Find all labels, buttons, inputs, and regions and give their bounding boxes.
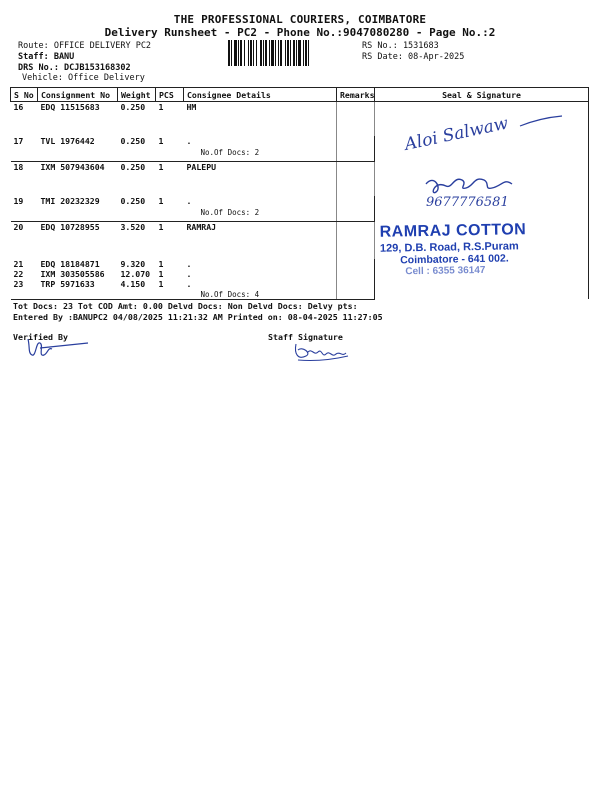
- staff-signature-label: Staff Signature: [268, 332, 343, 342]
- cell-sno: 22: [13, 268, 24, 279]
- col-consignee: Consignee Details: [184, 88, 337, 102]
- verified-by-label: Verified By: [13, 332, 68, 342]
- cell-pcs: 1: [156, 136, 184, 162]
- cell-pcs: 1: [158, 268, 164, 279]
- docs-count: No.Of Docs: 4: [200, 289, 260, 299]
- cell-consignment: TRP 5971633: [38, 279, 118, 300]
- cell-sno: 17: [11, 136, 38, 162]
- route-label: Route: OFFICE DELIVERY PC2: [18, 41, 152, 51]
- cell-sno: 18: [13, 162, 24, 172]
- signature-text: Aloi Salwaw: [402, 113, 510, 155]
- col-seal-signature: Seal & Signature: [375, 88, 589, 102]
- staff-signature: [290, 340, 356, 364]
- signature-stroke: [426, 179, 512, 193]
- cell-weight: 0.250: [120, 162, 146, 172]
- col-consignment: Consignment No: [38, 88, 118, 102]
- cell-weight: 0.250: [118, 196, 156, 222]
- company-stamp: [380, 220, 581, 281]
- cell-consignee: [184, 196, 337, 222]
- company-title: THE PROFESSIONAL COURIERS, COIMBATORE: [173, 13, 427, 26]
- runsheet-subtitle: Delivery Runsheet - PC2 - Phone No.:9047080280 - Page No.:2: [104, 26, 496, 39]
- cell-remarks: [337, 102, 375, 136]
- signature-stroke: [28, 339, 88, 355]
- verifier-signature: [20, 335, 92, 361]
- docs-count: No.Of Docs: 2: [200, 207, 260, 217]
- vehicle-label: Vehicle: Office Delivery: [22, 73, 145, 83]
- cell-sno: 20: [13, 222, 24, 232]
- cell-consignee: [184, 136, 337, 162]
- cell-remarks: [337, 222, 375, 259]
- cell-sno: 16: [13, 102, 24, 112]
- cell-consignee: [184, 279, 337, 300]
- cell-sno: 21: [13, 258, 24, 269]
- rs-date: RS Date: 08-Apr-2025: [362, 52, 465, 62]
- cell-weight: 4.150: [118, 279, 156, 300]
- consignee-text: .: [186, 135, 192, 146]
- table-header-row: [11, 88, 589, 102]
- cell-consignee: RAMRAJ: [184, 222, 337, 259]
- cell-consignee: PALEPU: [184, 162, 337, 196]
- cell-weight: 0.250: [118, 136, 156, 162]
- cell-weight: 12.070: [120, 268, 151, 279]
- cell-pcs: 1: [158, 222, 164, 232]
- cell-weight: 0.250: [120, 102, 146, 112]
- barcode-bar: [309, 40, 311, 66]
- cell-remarks: [337, 196, 375, 222]
- barcode: [228, 40, 352, 66]
- cell-consignment: TMI 20232329: [38, 196, 118, 222]
- cell-remarks: [337, 162, 375, 196]
- handwritten-signature-with-phone: [420, 168, 570, 214]
- phone-handwritten: 9677776581: [426, 195, 509, 210]
- staff-label: Staff: BANU: [18, 52, 75, 62]
- cell-consignment: IXM 507943604: [40, 162, 105, 172]
- cell-consignee: .: [184, 269, 337, 279]
- rs-number: RS No.: 1531683: [362, 41, 439, 51]
- consignee-text: .: [186, 278, 192, 289]
- cell-sno: 19: [11, 196, 38, 222]
- entered-by-line: Entered By :BANUPC2 04/08/2025 11:21:32 AM Printed on: 08-04-2025 11:27:05: [13, 312, 383, 322]
- cell-consignment: EDQ 10728955: [40, 222, 100, 232]
- cell-pcs: 1: [158, 258, 164, 269]
- cell-pcs: 1: [158, 102, 164, 112]
- totals-line: Tot Docs: 23 Tot COD Amt: 0.00 Delvd Docs: Non Delvd Docs: Delvy pts:: [13, 301, 358, 311]
- cell-pcs: 1: [158, 162, 164, 172]
- cell-consignment: EDQ 11515683: [40, 102, 100, 112]
- cell-pcs: 1: [156, 279, 184, 300]
- cell-remarks: [337, 269, 375, 279]
- cell-consignment: TVL 1976442: [38, 136, 118, 162]
- col-sno: S No: [11, 88, 38, 102]
- consignee-text: .: [186, 195, 192, 206]
- cell-remarks: [337, 279, 375, 300]
- cell-weight: 3.520: [120, 222, 146, 232]
- cell-sno: 23: [11, 279, 38, 300]
- cell-pcs: 1: [156, 196, 184, 222]
- docs-count: No.Of Docs: 2: [200, 147, 260, 157]
- col-pcs: PCS: [156, 88, 184, 102]
- cell-consignee: .: [184, 259, 337, 269]
- cell-consignee: HM: [184, 102, 337, 136]
- cell-remarks: [337, 136, 375, 162]
- cell-consignment: IXM 303505586: [40, 268, 105, 279]
- cell-consignment: EDQ 18184871: [40, 258, 100, 269]
- col-weight: Weight: [118, 88, 156, 102]
- stamp-name: RAMRAJ COTTON: [379, 221, 527, 241]
- cell-remarks: [337, 259, 375, 269]
- signature-stroke: [520, 116, 562, 126]
- drs-number: DRS No.: DCJB153168302: [18, 63, 131, 73]
- stamp-city: Coimbatore - 641 002.: [400, 252, 509, 267]
- stamp-address: 129, D.B. Road, R.S.Puram: [379, 240, 519, 255]
- col-remarks: Remarks: [337, 88, 375, 102]
- handwritten-signature: [400, 112, 570, 160]
- cell-weight: 9.320: [120, 258, 146, 269]
- signature-stroke: [295, 344, 348, 361]
- stamp-phone: Cell : 6355 36147: [405, 264, 486, 278]
